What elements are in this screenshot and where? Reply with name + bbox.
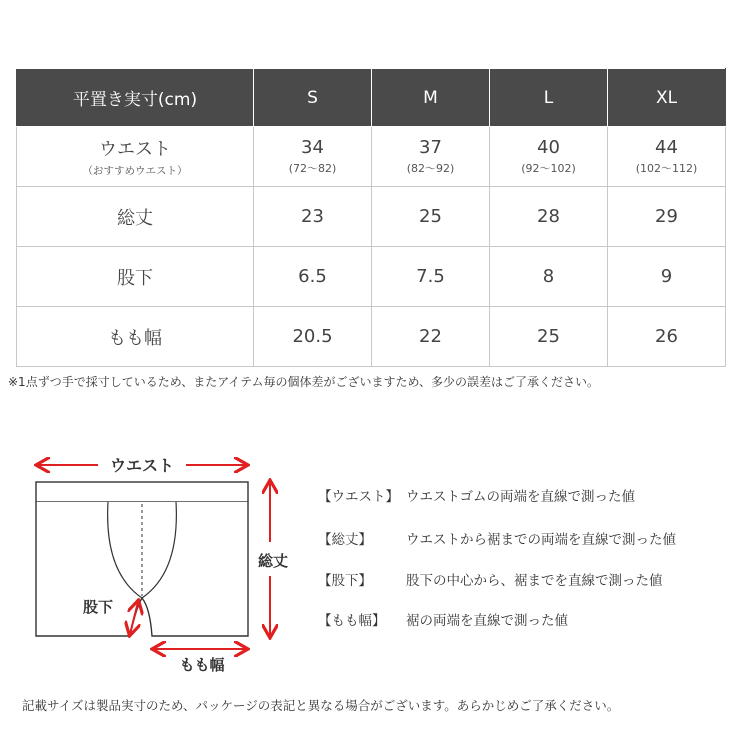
inseam-diagram-label: 股下 bbox=[82, 598, 114, 616]
table-row-thigh bbox=[17, 307, 726, 367]
header-size-m: M bbox=[372, 69, 490, 127]
cell-waist-l bbox=[490, 127, 608, 187]
cell-inseam-s: 6.5 bbox=[254, 247, 372, 307]
row-label-inseam: 股下 bbox=[17, 247, 254, 307]
header-size-l: L bbox=[490, 69, 608, 127]
table-row-waist bbox=[17, 127, 726, 187]
waist-sublabel: （おすすめウエスト） bbox=[82, 165, 188, 177]
thigh-diagram-label: もも幅 bbox=[179, 656, 225, 674]
cell-inseam-l: 8 bbox=[490, 247, 608, 307]
legend-thigh bbox=[318, 609, 568, 629]
cell-inseam-xl: 9 bbox=[608, 247, 726, 307]
cell-waist-s bbox=[254, 127, 372, 187]
row-label-thigh: もも幅 bbox=[17, 307, 254, 367]
legend-term: 【総丈】 bbox=[318, 532, 372, 548]
waist-label: ウエスト bbox=[99, 139, 171, 160]
legend-term: 【ウエスト】 bbox=[318, 489, 399, 505]
cell-subvalue: (92～102) bbox=[521, 162, 576, 175]
waistband-shape bbox=[36, 482, 248, 502]
cell-waist-m bbox=[372, 127, 490, 187]
measurement-diagram bbox=[20, 450, 310, 680]
cell-thigh-xl: 26 bbox=[608, 307, 726, 367]
header-size-xl: XL bbox=[608, 69, 726, 127]
header-measure: 平置き実寸(cm) bbox=[17, 69, 254, 127]
size-table bbox=[16, 68, 726, 367]
cell-waist-xl bbox=[608, 127, 726, 187]
legend-desc: 股下の中心から、裾までを直線で測った値 bbox=[406, 573, 663, 589]
row-label-waist bbox=[17, 127, 254, 187]
header-size-s: S bbox=[254, 69, 372, 127]
cell-subvalue: (82～92) bbox=[406, 162, 455, 175]
cell-value: 40 bbox=[537, 137, 560, 158]
table-header-row bbox=[17, 69, 726, 127]
cell-value: 37 bbox=[419, 137, 442, 158]
legend-term: 【もも幅】 bbox=[318, 613, 386, 629]
legend-waist bbox=[318, 485, 635, 505]
legend-term: 【股下】 bbox=[318, 573, 372, 589]
measurement-note: ※1点ずつ手で採寸しているため、またアイテム毎の個体差がございますため、多少の誤差はご了承ください。 bbox=[8, 375, 600, 389]
legend-desc: 裾の両端を直線で測った値 bbox=[406, 613, 568, 629]
waist-diagram-label: ウエスト bbox=[109, 456, 175, 475]
cell-value: 44 bbox=[655, 137, 678, 158]
table-row-inseam bbox=[17, 247, 726, 307]
cell-length-s: 23 bbox=[254, 187, 372, 247]
table-row-length bbox=[17, 187, 726, 247]
legend-inseam bbox=[318, 569, 663, 589]
cell-value: 34 bbox=[301, 137, 324, 158]
legend-desc: ウエストから裾までの両端を直線で測った値 bbox=[406, 532, 676, 548]
cell-subvalue: (102～112) bbox=[635, 162, 698, 175]
cell-inseam-m: 7.5 bbox=[372, 247, 490, 307]
legend-length bbox=[318, 528, 676, 548]
length-diagram-label: 総丈 bbox=[257, 552, 289, 570]
cell-thigh-l: 25 bbox=[490, 307, 608, 367]
cell-length-l: 28 bbox=[490, 187, 608, 247]
legend-desc: ウエストゴムの両端を直線で測った値 bbox=[406, 489, 635, 505]
cell-length-xl: 29 bbox=[608, 187, 726, 247]
row-label-length: 総丈 bbox=[17, 187, 254, 247]
cell-thigh-s: 20.5 bbox=[254, 307, 372, 367]
cell-length-m: 25 bbox=[372, 187, 490, 247]
cell-thigh-m: 22 bbox=[372, 307, 490, 367]
footer-note: 記載サイズは製品実寸のため、パッケージの表記と異なる場合がございます。あらかじめご了承ください。 bbox=[22, 698, 620, 713]
cell-subvalue: (72～82) bbox=[288, 162, 337, 175]
